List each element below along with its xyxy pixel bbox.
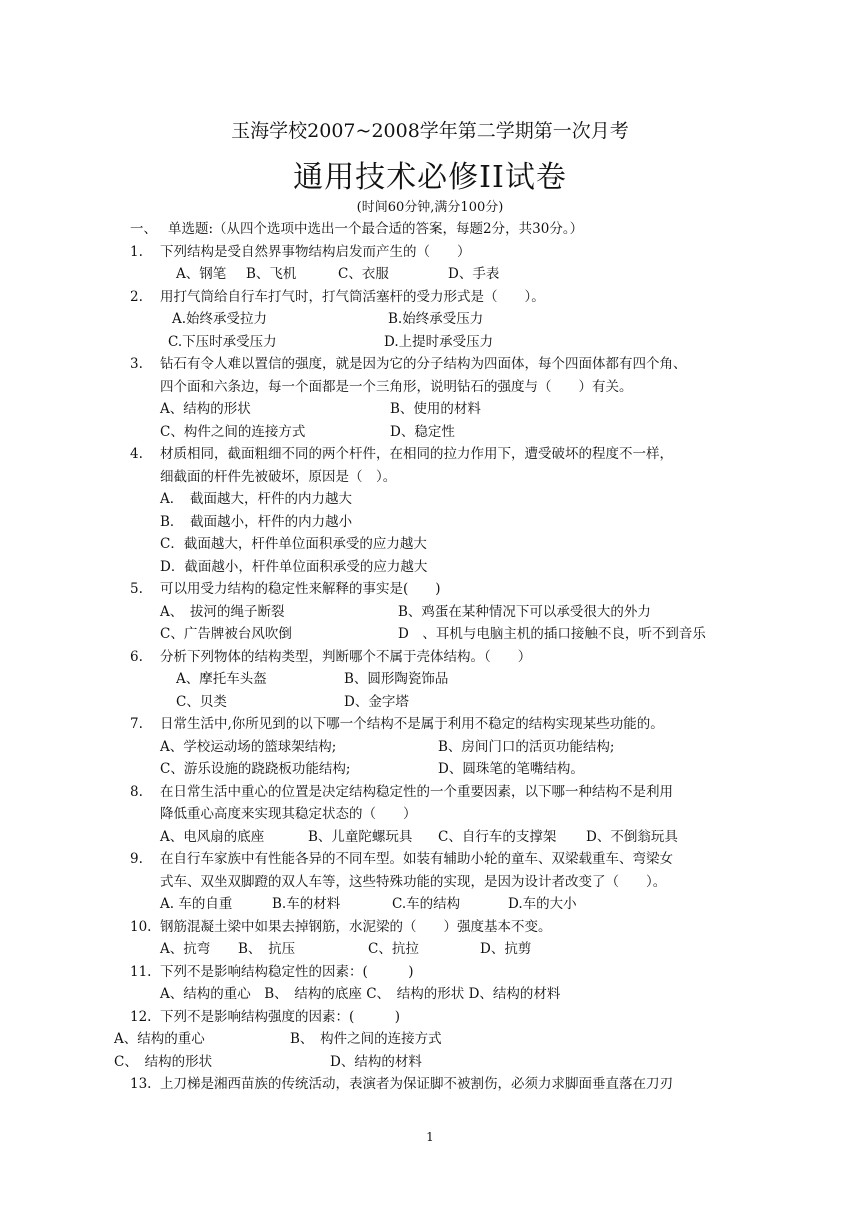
option-row xyxy=(130,668,740,691)
option-row xyxy=(130,421,740,444)
exam-subtitle: 玉海学校2007~2008学年第二学期第一次月考 xyxy=(231,120,629,142)
answer-option[interactable]: B、房间门口的活页功能结构; xyxy=(438,738,615,755)
question-text: 钻石有令人难以置信的强度，就是因为它的分子结构为四面体，每个四面体都有四个角、 xyxy=(160,356,687,372)
option-row xyxy=(130,488,740,511)
answer-option[interactable]: A． 截面越大，杆件的内力越大 xyxy=(160,491,352,507)
option-row xyxy=(114,1028,740,1051)
question-text: 分析下列物体的结构类型，判断哪个不属于壳体结构。（ ） xyxy=(160,648,532,665)
question-stem-continued xyxy=(130,871,740,894)
question-number: 13. xyxy=(130,1076,152,1092)
answer-option[interactable]: B、 抗压 xyxy=(238,941,296,957)
question-text: 上刀梯是湘西苗族的传统活动，表演者为保证脚不被割伤，必须力求脚面垂直落在刀刃 xyxy=(160,1076,673,1092)
question-text: 下列结构是受自然界事物结构启发而产生的（ ） xyxy=(160,243,471,260)
question-stem xyxy=(130,848,740,871)
answer-option[interactable]: A.始终承受拉力 xyxy=(172,311,268,327)
answer-option[interactable]: C.车的结构 xyxy=(392,896,461,912)
question-item xyxy=(130,646,740,714)
question-item xyxy=(130,916,740,961)
option-row xyxy=(130,893,740,916)
answer-option[interactable]: A、抗弯 xyxy=(160,941,211,957)
question-stem xyxy=(130,961,740,984)
question-list xyxy=(114,218,740,1096)
answer-option[interactable]: D、圆珠笔的笔嘴结构。 xyxy=(438,761,584,777)
question-number: 12. xyxy=(130,1008,152,1025)
answer-option[interactable]: B、鸡蛋在某种情况下可以承受很大的外力 xyxy=(398,603,651,620)
answer-option[interactable]: B． 截面越小，杆件的内力越小 xyxy=(160,513,353,530)
answer-option[interactable]: C.下压时承受压力 xyxy=(168,333,277,350)
question-text: 四个面和六条边，每一个面都是一个三角形，说明钻石的强度与（ ）有关。 xyxy=(160,378,633,395)
answer-option[interactable]: A、结构的重心 B、 结构的底座 C、 结构的形状 D、结构的材料 xyxy=(160,986,561,1002)
answer-option[interactable]: D、结构的材料 xyxy=(330,1053,422,1070)
answer-option[interactable]: C、构件之间的连接方式 xyxy=(160,423,306,440)
question-item xyxy=(114,1006,740,1074)
answer-option[interactable]: D、稳定性 xyxy=(390,423,455,440)
question-item xyxy=(130,1073,740,1096)
question-text: 式车、双坐双脚蹬的双人车等，这些特殊功能的实现，是因为设计者改变了（ ）。 xyxy=(160,873,667,890)
answer-option[interactable]: D．截面越小，杆件单位面积承受的应力越大 xyxy=(160,558,428,575)
option-row xyxy=(130,938,740,961)
option-row xyxy=(130,736,740,759)
option-row xyxy=(130,983,740,1006)
question-number: 11. xyxy=(130,963,152,980)
question-text: 降低重心高度来实现其稳定状态的（ ） xyxy=(160,806,417,822)
question-item xyxy=(130,848,740,916)
answer-option[interactable]: B、使用的材料 xyxy=(390,401,481,417)
question-number: 8. xyxy=(130,783,143,800)
option-row xyxy=(130,511,740,534)
question-stem xyxy=(130,1006,740,1029)
option-row xyxy=(130,601,740,624)
section-number: 一、 xyxy=(130,221,157,237)
question-item xyxy=(130,353,740,443)
question-text: 下列不是影响结构稳定性的因素：( ) xyxy=(160,963,414,980)
answer-option[interactable]: A. 车的自重 xyxy=(160,896,233,912)
answer-option[interactable]: C、贝类 xyxy=(176,693,227,710)
option-row xyxy=(130,826,740,849)
answer-option[interactable]: B、飞机 xyxy=(246,266,297,282)
question-text: 日常生活中,你所见到的以下哪一个结构不是属于利用不稳定的结构实现某些功能的。 xyxy=(160,716,664,732)
answer-option[interactable]: A、结构的形状 xyxy=(160,401,251,417)
option-row xyxy=(130,691,740,714)
answer-option[interactable]: B.始终承受压力 xyxy=(388,311,484,327)
answer-option[interactable]: D、金字塔 xyxy=(344,693,409,710)
answer-option[interactable]: B、 构件之间的连接方式 xyxy=(290,1031,442,1047)
question-text: 用打气筒给自行车打气时，打气筒活塞杆的受力形式是（ ）。 xyxy=(160,288,545,305)
question-text: 下列不是影响结构强度的因素：( ) xyxy=(160,1008,401,1025)
answer-option[interactable]: C、衣服 xyxy=(338,266,389,282)
question-stem xyxy=(130,1073,740,1096)
option-row xyxy=(130,398,740,421)
answer-option[interactable]: C．截面越大，杆件单位面积承受的应力越大 xyxy=(160,536,427,552)
answer-option[interactable]: A、钢笔 xyxy=(176,266,227,282)
answer-option[interactable]: C、抗拉 xyxy=(368,941,419,957)
answer-option[interactable]: A、结构的重心 xyxy=(114,1031,205,1047)
option-row xyxy=(130,263,740,286)
answer-option[interactable]: C、广告牌被台风吹倒 xyxy=(160,626,292,642)
question-number: 4. xyxy=(130,446,143,462)
question-number: 5. xyxy=(130,581,143,597)
question-text: 细截面的杆件先被破坏，原因是（ ）。 xyxy=(160,468,397,485)
question-stem xyxy=(130,286,740,309)
answer-option[interactable]: A、电风扇的底座 xyxy=(160,828,265,845)
question-text: 材质相同，截面粗细不同的两个杆件，在相同的拉力作用下，遭受破坏的程度不一样， xyxy=(160,446,673,462)
question-stem xyxy=(130,241,740,264)
question-item xyxy=(130,578,740,646)
question-item xyxy=(130,781,740,849)
section-text: 单选题:（从四个选项中选出一个最合适的答案，每题2分，共30分。） xyxy=(168,221,584,237)
option-row xyxy=(130,533,740,556)
option-row xyxy=(130,308,740,331)
answer-option[interactable]: D、不倒翁玩具 xyxy=(586,828,678,845)
answer-option[interactable]: D.上提时承受压力 xyxy=(384,333,494,350)
question-text: 可以用受力结构的稳定性来解释的事实是( ) xyxy=(160,581,441,597)
answer-option[interactable]: B、圆形陶瓷饰品 xyxy=(344,671,449,687)
answer-option[interactable]: D.车的大小 xyxy=(508,896,577,912)
question-number: 7. xyxy=(130,716,143,732)
answer-option[interactable]: B.车的材料 xyxy=(272,896,341,912)
exam-info: (时间60分钟,满分100分) xyxy=(356,200,504,215)
question-item xyxy=(130,443,740,578)
question-item xyxy=(130,241,740,286)
question-item xyxy=(130,713,740,781)
question-text: 钢筋混凝土梁中如果去掉钢筋，水泥梁的（ ）强度基本不变。 xyxy=(160,918,552,935)
question-number: 1. xyxy=(130,243,143,260)
answer-option[interactable]: B、儿童陀螺玩具 xyxy=(308,828,413,845)
question-stem xyxy=(130,353,740,376)
question-stem-continued xyxy=(130,803,740,826)
answer-option[interactable]: A、 拔河的绳子断裂 xyxy=(160,603,285,620)
option-row xyxy=(130,331,740,354)
answer-option[interactable]: D、手表 xyxy=(448,266,500,282)
answer-option[interactable]: A、学校运动场的篮球架结构; xyxy=(160,738,337,755)
question-number: 10. xyxy=(130,918,152,935)
answer-option[interactable]: C、自行车的支撑架 xyxy=(438,828,557,845)
option-row xyxy=(130,556,740,579)
question-stem xyxy=(130,781,740,804)
page-number: 1 xyxy=(426,1130,434,1144)
exam-title: 通用技术必修II试卷 xyxy=(293,160,567,195)
question-stem xyxy=(130,578,740,601)
question-stem xyxy=(130,646,740,669)
question-text: 在日常生活中重心的位置是决定结构稳定性的一个重要因素，以下哪一种结构不是利用 xyxy=(160,783,673,800)
question-text: 在自行车家族中有性能各异的不同车型。如装有辅助小轮的童车、双梁载重车、弯梁女 xyxy=(160,851,673,867)
question-stem xyxy=(130,916,740,939)
question-stem-continued xyxy=(130,376,740,399)
question-number: 2. xyxy=(130,288,143,305)
answer-option[interactable]: D 、耳机与电脑主机的插口接触不良，听不到音乐 xyxy=(398,626,706,642)
section-heading xyxy=(130,218,740,241)
option-row xyxy=(130,758,740,781)
question-number: 3. xyxy=(130,356,143,372)
question-item xyxy=(130,961,740,1006)
question-number: 6. xyxy=(130,648,143,665)
answer-option[interactable]: D、抗剪 xyxy=(480,941,532,957)
answer-option[interactable]: A、摩托车头盔 xyxy=(176,671,267,687)
question-stem xyxy=(130,713,740,736)
question-stem-continued xyxy=(130,466,740,489)
option-row xyxy=(130,623,740,646)
answer-option[interactable]: C、游乐设施的跷跷板功能结构; xyxy=(160,761,351,777)
option-row xyxy=(114,1051,740,1074)
answer-option[interactable]: C、 结构的形状 xyxy=(114,1053,213,1070)
question-stem xyxy=(130,443,740,466)
question-item xyxy=(130,286,740,354)
question-number: 9. xyxy=(130,851,143,867)
